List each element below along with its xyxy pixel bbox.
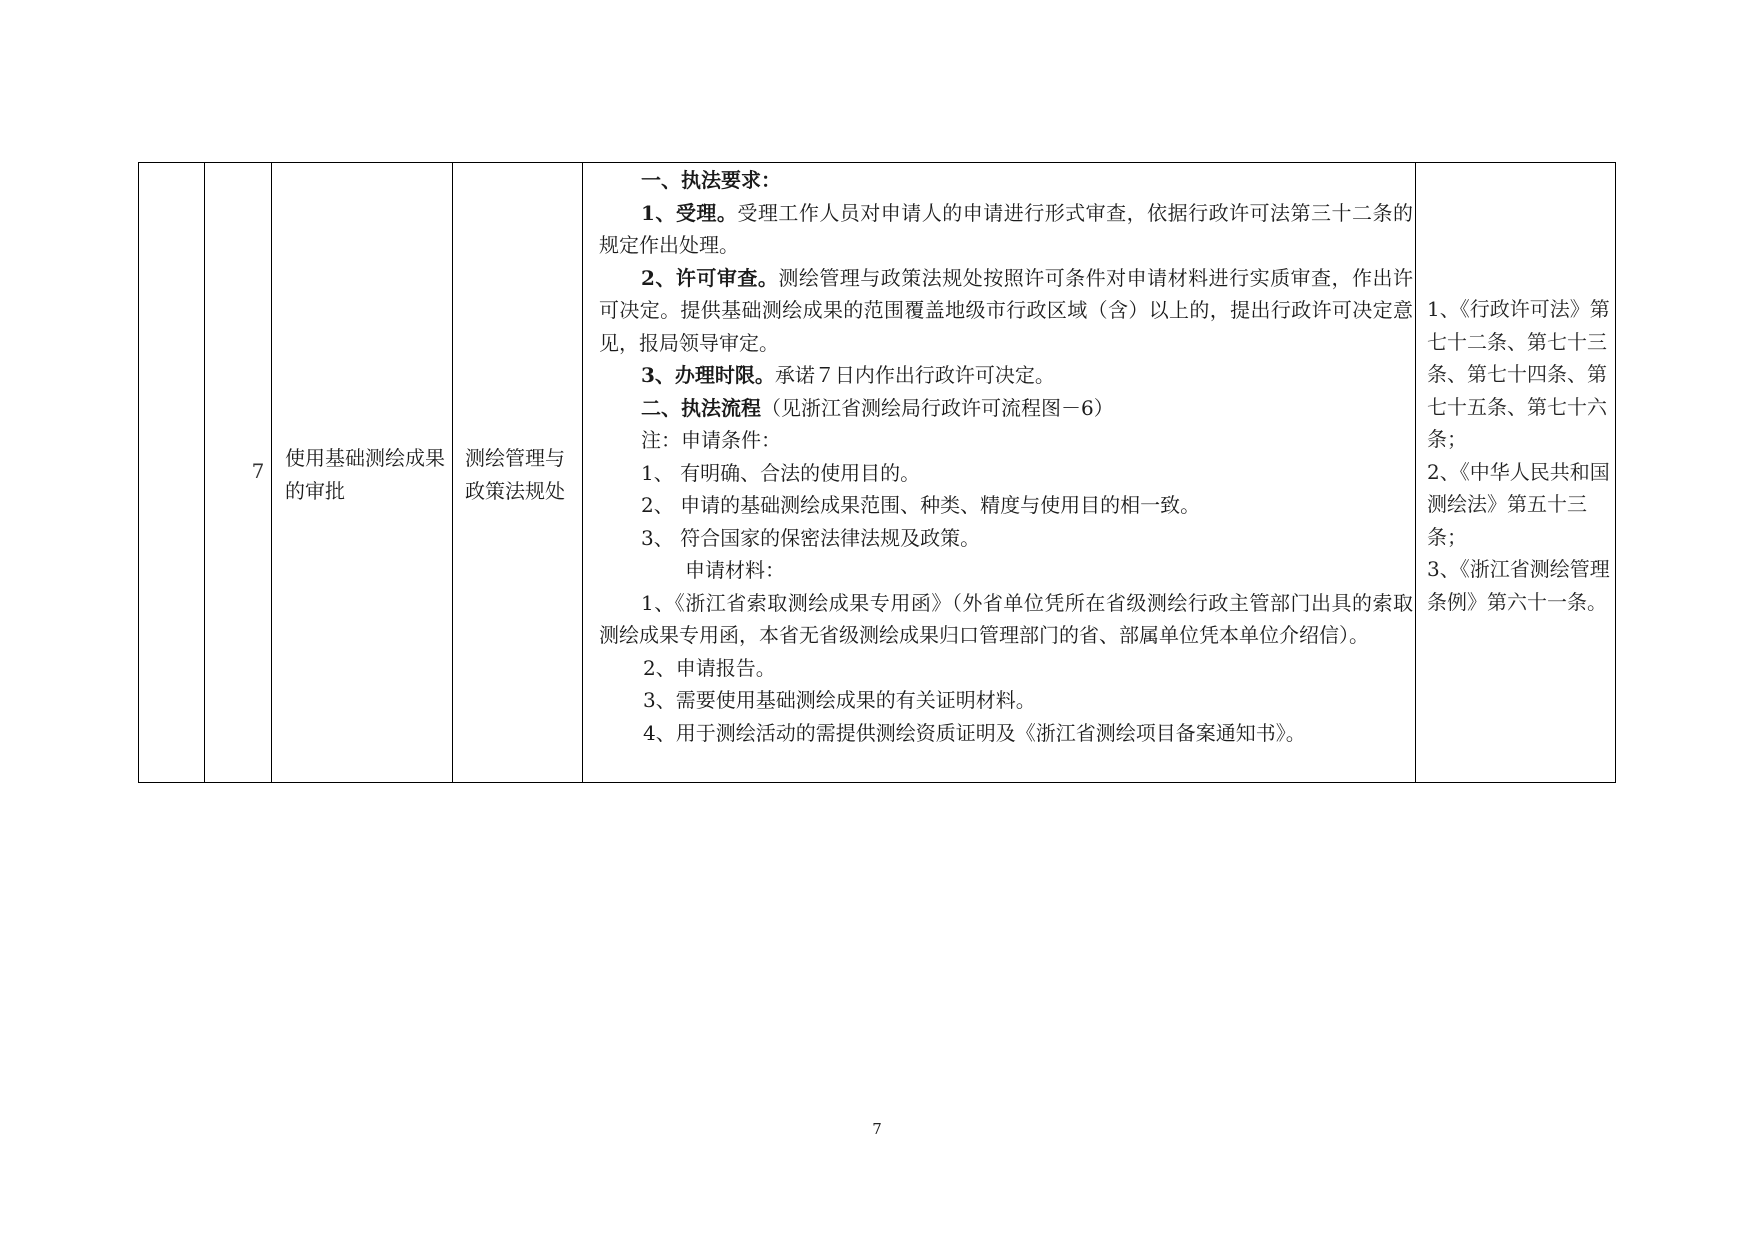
material-item: 2、申请报告。 [643, 655, 776, 680]
materials-title: 申请材料： [685, 558, 785, 582]
legal-basis-cell [1427, 293, 1615, 618]
requirement-label: 2、许可审查。 [641, 265, 779, 290]
requirement-review [599, 262, 1413, 360]
material-item: 3、需要使用基础测绘成果的有关证明材料。 [643, 688, 1036, 712]
section2-note: （见浙江省测绘局行政许可流程图－6） [761, 395, 1114, 420]
condition-item: 1、 有明确、合法的使用目的。 [641, 460, 921, 485]
legal-basis-item: 1、《行政许可法》第七十二条、第七十三条、第七十四条、第七十五条、第七十六条； [1427, 297, 1610, 451]
item-name-cell: 使用基础测绘成果的审批 [285, 446, 445, 503]
page-number: 7 [872, 1120, 882, 1138]
condition-item: 2、 申请的基础测绘成果范围、种类、精度与使用目的相一致。 [641, 493, 1201, 517]
row-number: 7 [251, 459, 265, 483]
legal-basis-item: 3、《浙江省测绘管理条例》第六十一条。 [1427, 557, 1610, 614]
requirement-label: 3、办理时限。 [641, 363, 775, 387]
requirement-text: 受理工作人员对申请人的申请进行形式审查，依据行政许可法第三十二条的规定作出处理。 [599, 200, 1413, 257]
condition-item: 3、 符合国家的保密法律法规及政策。 [641, 525, 981, 550]
law-enforcement-table [138, 162, 1616, 783]
section2-heading [599, 392, 1413, 425]
material-item: 4、用于测绘活动的需提供测绘资质证明及《浙江省测绘项目备案通知书》。 [643, 720, 1306, 745]
requirement-text: 承诺７日内作出行政许可决定。 [774, 363, 1055, 387]
column-divider [204, 163, 205, 782]
section1-title: 一、执法要求： [641, 168, 781, 192]
department-cell: 测绘管理与政策法规处 [465, 446, 565, 503]
requirement-acceptance [599, 197, 1413, 262]
material-item: 1、《浙江省索取测绘成果专用函》（外省单位凭所在省级测绘行政主管部门出具的索取测绘成果专用函，本省无省级测绘成果归口管理部门的省、部属单位凭本单位介绍信）。 [599, 590, 1413, 647]
note-title: 注：申请条件： [641, 428, 781, 452]
content-cell [599, 164, 1413, 749]
requirement-text: 测绘管理与政策法规处按照许可条件对申请材料进行实质审查，作出许可决定。提供基础测绘成果的范围覆盖地级市行政区域（含）以上的，提出行政许可决定意见，报局领导审定。 [599, 265, 1414, 355]
legal-basis-item: 2、《中华人民共和国测绘法》第五十三条； [1427, 459, 1610, 549]
requirement-label: 1、受理。 [641, 200, 738, 225]
column-divider [582, 163, 583, 782]
requirement-time-limit [599, 359, 1413, 392]
column-divider [1415, 163, 1416, 782]
section2-title: 二、执法流程 [641, 395, 761, 420]
